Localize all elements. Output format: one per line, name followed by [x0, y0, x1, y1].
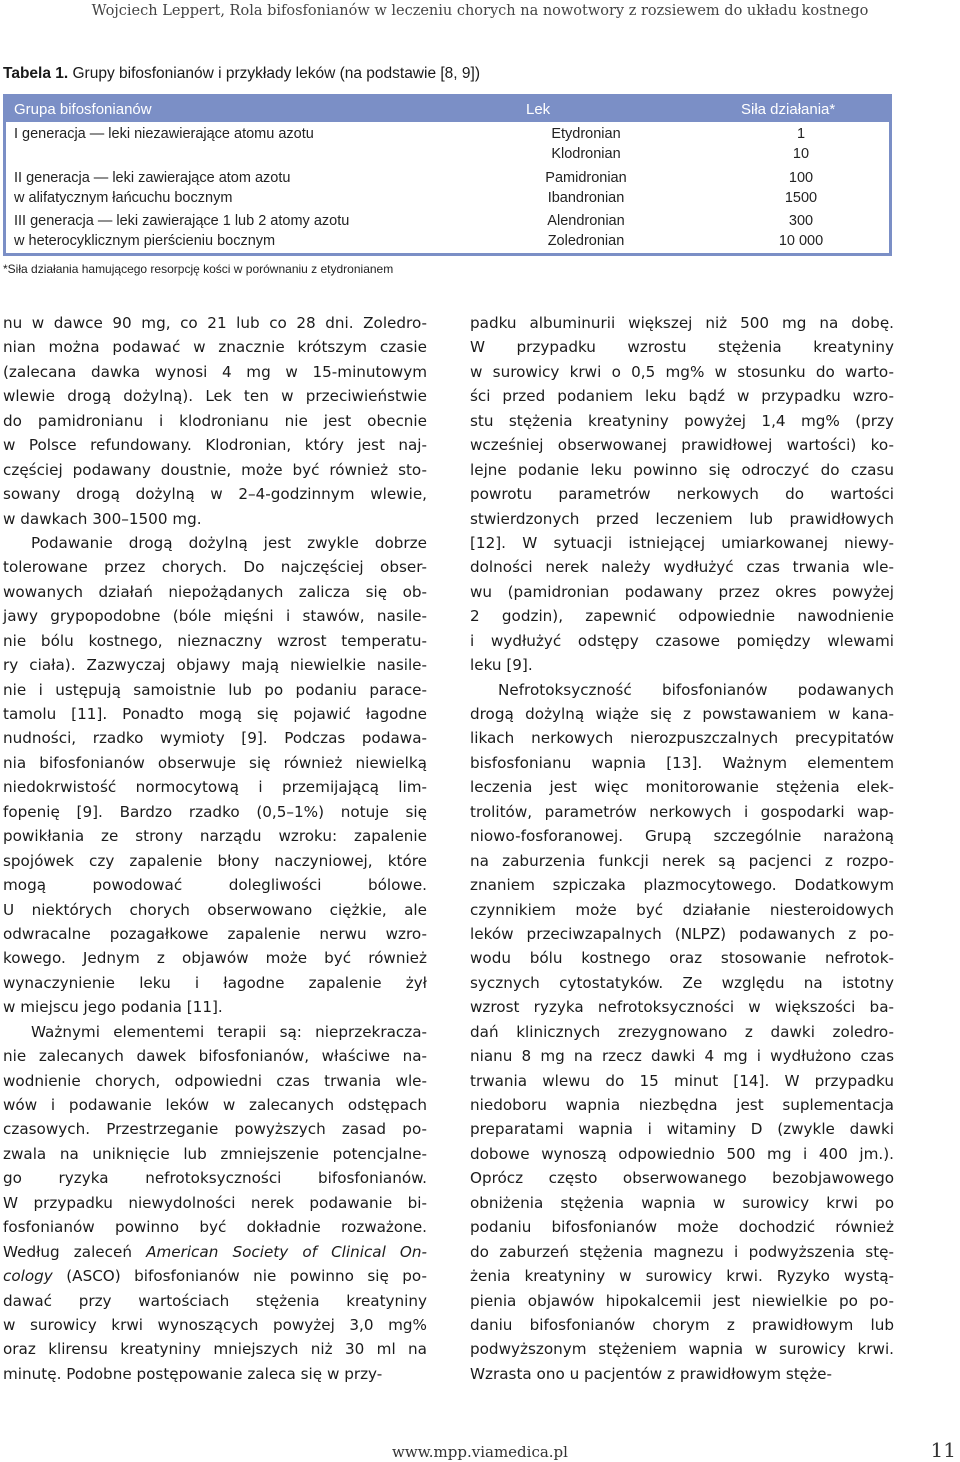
- text-line: w surowicy krwi o 0,5 mg% w stosunku do warto-: [470, 362, 894, 381]
- text-line: zwala na uniknięcie lub zmniejszenie potencjalne-: [3, 1144, 427, 1163]
- text-line: wlewie drogą dożylną). Lek ten w przeciwieństwie: [3, 387, 427, 406]
- table-caption-text: Grupy bifosfonianów i przykłady leków (na podstawie [8, 9]): [72, 65, 481, 82]
- right-text-column: [470, 311, 894, 1386]
- text-line: cology (ASCO) bifosfonianów nie powinno się po-: [3, 1267, 427, 1286]
- header-drug: Lek: [526, 101, 551, 118]
- text-line: podaniu bifosfonianów może dochodzić również: [470, 1218, 894, 1237]
- row-group-line: III generacja — leki zawierające 1 lub 2 atomy azotu: [14, 213, 350, 229]
- text-line: nia bifosfonianów obserwuje się również niewielką: [3, 753, 427, 772]
- text-line: czynnikiem może być działanie niesteroidowych: [470, 900, 894, 919]
- text-line: Według zaleceń American Society of Clinical On-: [3, 1242, 427, 1261]
- text-line: Wzrasta ono u pacjentów z prawidłowym stęże-: [470, 1364, 832, 1383]
- text-line: i wydłużyć odstępy czasowe pomiędzy wlewami: [470, 631, 894, 650]
- text-line: W przypadku niewydolności nerek podawanie bi-: [3, 1193, 427, 1212]
- text-line: częściej podawany doustnie, może być również sto-: [3, 460, 427, 479]
- text-line: jawy grypopodobne (bóle mięśni i stawów, nasile-: [3, 607, 427, 626]
- text-line: 2 godzin), zapewnić odpowiednie nawodnienie: [470, 607, 894, 626]
- text-line: Ważnymi elementemi terapii są: nieprzekracza-: [31, 1022, 427, 1041]
- row-drug: Ibandronian: [547, 190, 625, 206]
- text-line: Oprócz często obserwowanego bezobjawowego: [470, 1169, 894, 1188]
- text-line: odwracalne pozagałkowe zapalenie nerwu wzro-: [3, 924, 427, 943]
- row-drug: Zoledronian: [547, 233, 625, 249]
- text-line: znaniem szpiczaka plazmocytowego. Dodatkowym: [470, 876, 894, 895]
- page-number: 11: [930, 1438, 956, 1462]
- text-line: go ryzyka nefrotoksyczności bifosfonianów.: [3, 1169, 427, 1188]
- text-line: sycznych cytostatyków. Ze względu na istotny: [470, 973, 894, 992]
- text-line: obniżenia stężenia wapnia w surowicy krwi po: [470, 1193, 894, 1212]
- text-line: niowo-fosforanowej. Grupą szczególnie narażoną: [470, 827, 894, 846]
- text-line: pienia objawów hipokalcemii jest niewielkie po po-: [470, 1291, 894, 1310]
- text-line: wu (pamidronian podawany przez okres powyżej: [470, 582, 894, 601]
- text-line: oraz klirensu kreatyniny mniejszych niż 30 ml na: [3, 1340, 427, 1359]
- text-line: niedokrwistość normocytową i przemijającą lim-: [3, 778, 427, 797]
- bisphosphonate-table: [3, 94, 892, 256]
- text-line: nie bólu kostnego, nieznaczny wzrost temperatu-: [3, 631, 427, 650]
- text-line: lejne podanie leku powinno się odroczyć do czasu: [470, 460, 894, 479]
- text-line: nian można podawać w znacznie krótszym czasie: [3, 338, 427, 357]
- row-drug: Etydronian: [551, 126, 621, 142]
- text-line: nu w dawce 90 mg, co 21 lub co 28 dni. Zoledro-: [3, 314, 427, 332]
- header-author: Wojciech Leppert,: [91, 3, 225, 19]
- table-footnote: *Siła działania hamującego resorpcję kości w porównaniu z etydronianem: [3, 262, 394, 276]
- text-line: W przypadku wzrostu stężenia kreatyniny: [470, 338, 894, 357]
- text-line: wynaczynienie leku i łagodne zapalenie żył: [3, 973, 427, 992]
- text-line: padku albuminurii większej niż 500 mg na dobę.: [470, 314, 894, 332]
- row-power: 10 000: [778, 233, 824, 249]
- row-group-line: w heterocyklicznym pierścieniu bocznym: [14, 233, 276, 249]
- table-caption: [3, 65, 480, 83]
- text-line: nianu 8 mg na rzecz dawki 4 mg i wydłużono czas: [470, 1047, 894, 1066]
- text-line: spojówek czy zapalenie błony naczyniowej, które: [3, 851, 427, 870]
- row-drug: Klodronian: [551, 146, 621, 162]
- text-line: wodu bólu kostnego oraz stosowanie nefrotok-: [470, 949, 894, 968]
- text-line: stu stężenia kreatyniny powyżej 1,4 mg% (przy: [470, 411, 894, 430]
- text-line: leków przeciwzapalnych (NLPZ) podawanych z po-: [470, 924, 894, 943]
- row-power: 1500: [784, 190, 818, 206]
- text-line: mogą powodować dolegliwości bólowe.: [3, 876, 427, 895]
- text-line: tamolu [11]. Ponadto mogą się pojawić łagodne: [3, 705, 427, 723]
- text-line: wcześniej obserwowanej prawidłowej wartości) ko-: [470, 436, 894, 455]
- text-line: U niektórych chorych obserwowano ciężkie, ale: [3, 900, 427, 919]
- text-line: niedoboru wapnia niezbędna jest suplementacja: [470, 1096, 894, 1114]
- text-line: fopenię [9]. Bardzo rzadko (0,5–1%) notuje się: [3, 802, 427, 821]
- running-header: [0, 0, 960, 22]
- text-line: Podawanie drogą dożylną jest zwykle dobrze: [31, 533, 427, 552]
- footer-url[interactable]: www.mpp.viamedica.pl: [392, 1443, 568, 1461]
- text-line: trolitów, parametrów nerkowych i gospodarki wap-: [470, 802, 894, 821]
- text-line: powikłania ze strony narządu wzroku: zapalenie: [3, 827, 427, 846]
- text-line: dawać przy wartościach stężenia kreatyniny: [3, 1291, 427, 1310]
- header-title: Rola bifosfonianów w leczeniu chorych na nowotwory z rozsiewem do układu kostnego: [229, 3, 869, 19]
- text-line: w Polsce refundowany. Klodronian, który jest naj-: [3, 436, 427, 455]
- text-line: likach nerkowych nierozpuszczalnych precypitatów: [470, 729, 894, 748]
- text-line: (zalecana dawka wynosi 4 mg w 15-minutowym: [3, 362, 427, 381]
- text-line: preparatami wapnia i witaminy D (zwykle dawki: [470, 1120, 894, 1139]
- text-line: dobowe wynoszą odpowiednio 500 mg i 400 jm.).: [470, 1144, 894, 1163]
- text-line: ści przed podaniem leku bądź w przypadku wzro-: [470, 387, 894, 406]
- text-line: w dawkach 300–1500 mg.: [3, 509, 202, 528]
- text-line: nudności, rzadko wymioty [9]. Podczas podawa-: [3, 729, 427, 748]
- row-power: 300: [788, 213, 814, 229]
- text-line: w miejscu jego podania [11].: [3, 998, 223, 1017]
- text-line: w surowicy krwi wynoszących powyżej 3,0 mg%: [3, 1315, 427, 1334]
- header-power: Siła działania*: [741, 101, 836, 118]
- text-line: na zaburzenia funkcji nerek są pacjenci z rozpo-: [470, 851, 894, 870]
- text-line: dolności nerek należy wydłużyć czas trwania wle-: [470, 558, 894, 577]
- header-group: Grupa bifosfonianów: [14, 101, 152, 118]
- text-line: [12]. W sytuacji istniejącej umiarkowanej niewy-: [470, 533, 894, 552]
- text-line: wów i podawanie leków w zalecanych odstępach: [3, 1096, 427, 1114]
- text-line: nie zalecanych dawek bifosfonianów, właściwe na-: [3, 1047, 427, 1066]
- text-line: podwyższonym stężeniem wapnia w surowicy krwi.: [470, 1340, 894, 1359]
- row-drug: Alendronian: [547, 213, 625, 229]
- row-group-line: II generacja — leki zawierające atom azotu: [14, 170, 291, 186]
- row-power: 100: [788, 170, 814, 186]
- text-line: wzrost ryzyka nefrotoksyczności w większości ba-: [470, 998, 894, 1017]
- text-line: leczenia jest więc monitorowanie stężenia elek-: [470, 778, 894, 797]
- text-line: Nefrotoksyczność bifosfonianów podawanych: [498, 680, 894, 699]
- text-line: leku [9].: [470, 656, 533, 675]
- text-line: nie i ustępują samoistnie lub po podaniu parace-: [3, 680, 427, 699]
- text-line: wodnienie chorych, odpowiedni czas trwania wle-: [3, 1071, 427, 1090]
- text-line: dań klinicznych zrezygnowano z dawki zoledro-: [470, 1022, 894, 1041]
- table-caption-label: Tabela 1.: [3, 65, 69, 82]
- text-line: kowego. Jednym z objawów może być również: [3, 949, 427, 968]
- text-line: minutę. Podobne postępowanie zaleca się w przy-: [3, 1364, 383, 1383]
- row-power: 10: [792, 146, 810, 162]
- table-header-row: [6, 97, 889, 122]
- text-line: powrotu parametrów nerkowych do wartości: [470, 485, 894, 504]
- text-line: czasowych. Przestrzeganie powyższych zasad po-: [3, 1120, 427, 1139]
- text-line: żenia kreatyniny w surowicy krwi. Ryzyko wystą-: [470, 1267, 894, 1286]
- text-line: do zaburzeń stężenia magnezu i podwyższenia stę-: [470, 1242, 894, 1261]
- text-line: drogą dożylną wiąże się z powstawaniem w kana-: [470, 705, 894, 723]
- text-line: bisfosfonianu wapnia [13]. Ważnym elementem: [470, 753, 894, 772]
- row-power: 1: [796, 126, 806, 142]
- text-line: ry ciała). Zazwyczaj objawy mają niewielkie nasile-: [3, 656, 427, 675]
- text-line: trwania wlewu do 15 minut [14]. W przypadku: [470, 1071, 894, 1090]
- text-line: wowanych działań niepożądanych zalicza się ob-: [3, 582, 427, 601]
- row-drug: Pamidronian: [545, 170, 627, 186]
- row-group-line: w alifatycznym łańcuchu bocznym: [14, 190, 233, 206]
- text-line: stwierdzonych przed leczeniem lub prawidłowych: [470, 509, 894, 528]
- left-text-column: [3, 311, 427, 1386]
- text-line: fosfonianów powinno być dokładnie rozważone.: [3, 1218, 427, 1237]
- text-line: tolerowane przez chorych. Do najczęściej obser-: [3, 558, 427, 577]
- text-line: daniu bifosfonianów chorym z prawidłowym lub: [470, 1315, 894, 1334]
- text-line: sowany drogą dożylną w 2–4-godzinnym wlewie,: [3, 485, 427, 504]
- text-line: do pamidronianu i klodronianu nie jest obecnie: [3, 411, 427, 430]
- row-group-line: I generacja — leki niezawierające atomu azotu: [14, 126, 314, 142]
